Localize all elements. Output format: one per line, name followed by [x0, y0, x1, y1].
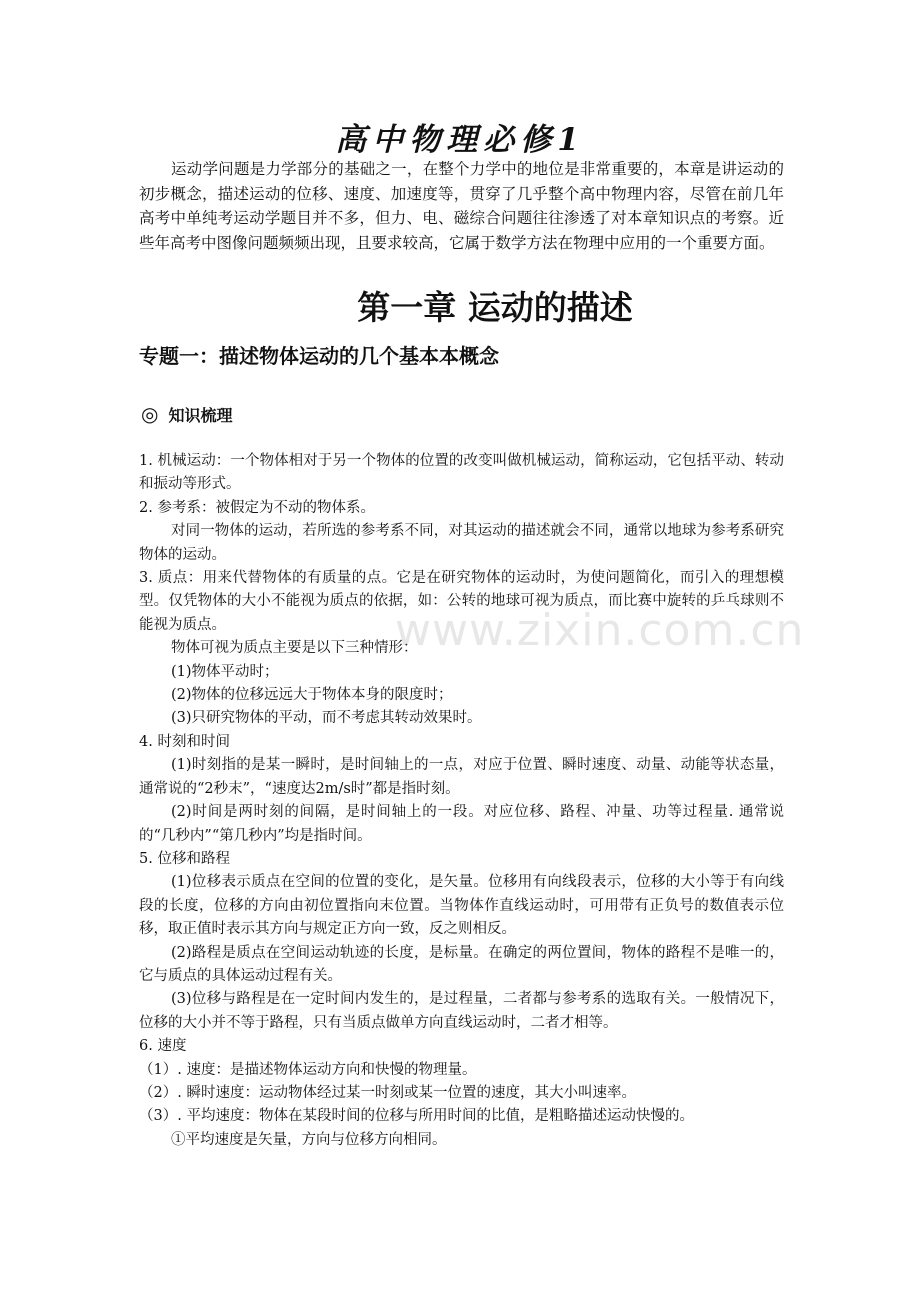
velocity-note-1: ①平均速度是矢量，方向与位移方向相同。 [171, 1131, 447, 1148]
time-interval: (2)时间是两时刻的间隔，是时间轴上的一段。对应位移、路程、冲量、功等过程量. 通常说的“几秒内”“第几秒内”均是指时间。 [139, 804, 784, 844]
velocity-def-3: （3）. 平均速度：物体在某段时间的位移与所用时间的比值，是粗略描述运动快慢的。 [139, 1108, 694, 1125]
item-mass-point: 3. 质点：用来代替物体的有质量的点。它是在研究物体的运动时，为使问题简化，而引入的理想模型。仅凭物体的大小不能视为质点的依据，如：公转的地球可视为质点，而比赛中旋转的乒乓球则不能视为质点。 [139, 570, 784, 633]
item-reference-frame: 2. 参考系：被假定为不动的物体系。 [139, 499, 375, 516]
time-moment: (1)时刻指的是某一瞬时，是时间轴上的一点，对应于位置、瞬时速度、动量、动能等状态量，通常说的“2秒末”，“速度达2m/s时”都是指时刻。 [139, 757, 784, 797]
mass-point-case-2: (2)物体的位移远远大于物体本身的限度时； [171, 687, 453, 704]
intro-paragraph: 运动学问题是力学部分的基础之一，在整个力学中的地位是非常重要的，本章是讲运动的初步概念，描述运动的位移、速度、加速度等，贯穿了几乎整个高中物理内容，尽管在前几年高考中单纯考运动学题目并不多，但力、电、磁综合问题往往渗透了对本章知识点的考察。近些年高考中图像问题频频出现，且要求较高，它属于数学方法在物理中应用的一个重要方面。 [139, 160, 784, 252]
watermark: www.zixin.com.cn [395, 605, 805, 656]
item-displacement: 5. 位移和路程 [139, 850, 230, 867]
displacement-note-2: (2)路程是质点在空间运动轨迹的长度，是标量。在确定的两位置间，物体的路程不是唯一的，它与质点的具体运动过程有关。 [139, 944, 784, 984]
section-heading [141, 402, 232, 426]
velocity-def-2: （2）. 瞬时速度：运动物体经过某一时刻或某一位置的速度，其大小叫速率。 [139, 1084, 636, 1101]
mass-point-case-1: (1)物体平动时； [171, 663, 279, 680]
reference-frame-note: 对同一物体的运动，若所选的参考系不同，对其运动的描述就会不同，通常以地球为参考系研究物体的运动。 [139, 523, 784, 563]
mass-point-case-3: (3)只研究物体的平动，而不考虑其转动效果时。 [171, 710, 482, 727]
document-title: 高中物理必修1 [335, 122, 585, 158]
displacement-note-3: (3)位移与路程是在一定时间内发生的，是过程量，二者都与参考系的选取有关。一般情况下，位移的大小并不等于路程，只有当质点做单方向直线运动时，二者才相等。 [139, 991, 784, 1031]
displacement-note-1: (1)位移表示质点在空间的位置的变化，是矢量。位移用有向线段表示，位移的大小等于有向线段的长度，位移的方向由初位置指向末位置。当物体作直线运动时，可用带有正负号的数值表示位移，取正值时表示其方向与规定正方向一致，反之则相反。 [139, 874, 784, 938]
velocity-def-1: （1）. 速度：是描述物体运动方向和快慢的物理量。 [139, 1061, 477, 1078]
double-circle-icon: ◎ [141, 402, 159, 426]
knowledge-content [139, 450, 784, 1152]
item-mechanical-motion: 1. 机械运动：一个物体相对于另一个物体的位置的改变叫做机械运动，简称运动，它包括平动、转动和振动等形式。 [139, 453, 784, 493]
item-velocity: 6. 速度 [139, 1038, 187, 1055]
item-time: 4. 时刻和时间 [139, 733, 230, 750]
section-label: 知识梳理 [168, 405, 233, 425]
topic-heading: 专题一：描述物体运动的几个基本本概念 [139, 344, 499, 368]
chapter-heading: 第一章 运动的描述 [357, 288, 633, 327]
mass-point-cases-intro: 物体可视为质点主要是以下三种情形： [171, 640, 418, 657]
